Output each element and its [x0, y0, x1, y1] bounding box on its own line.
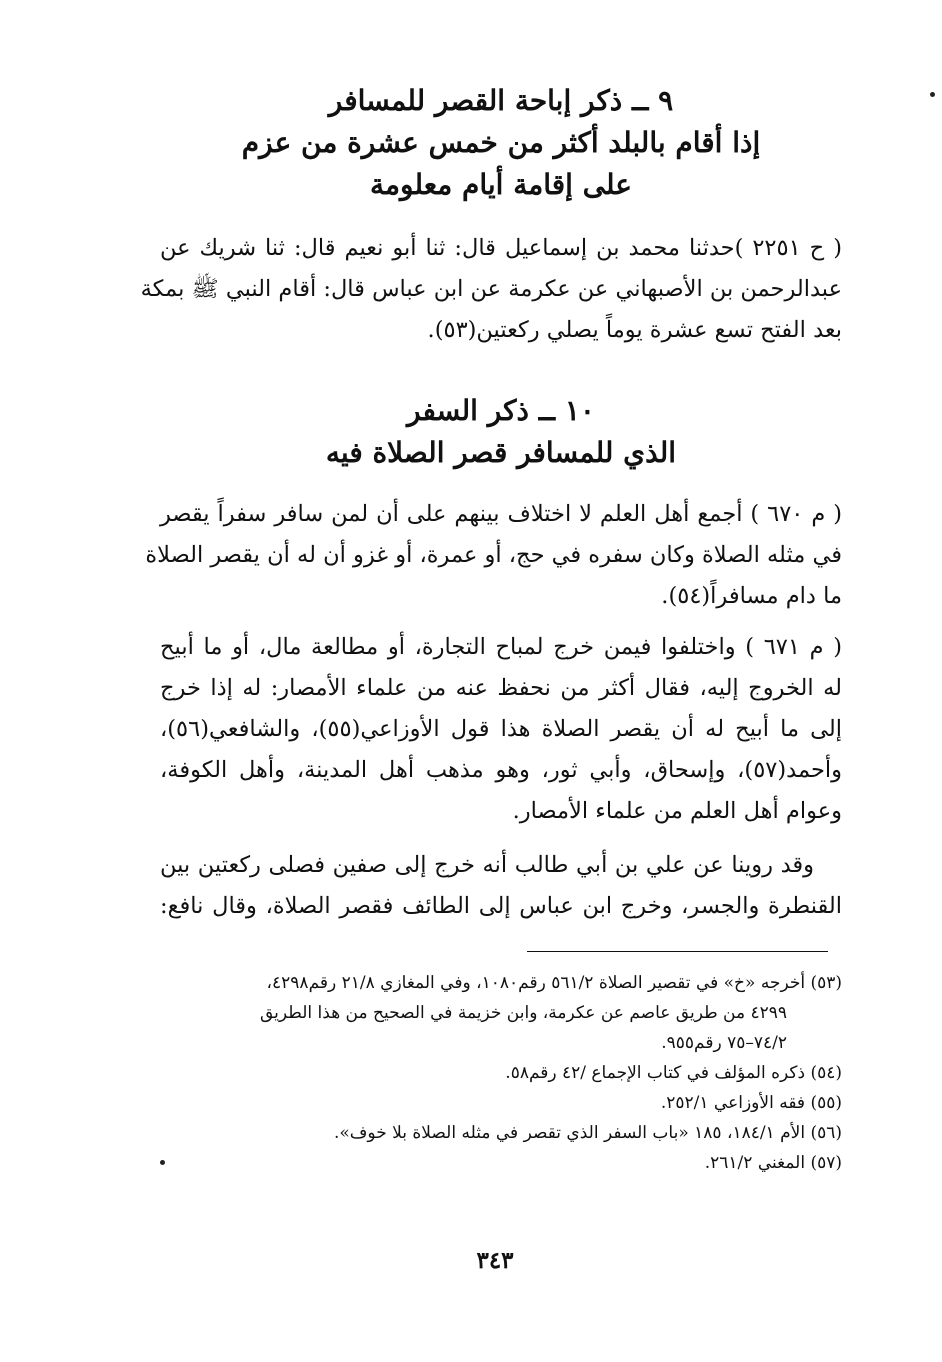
paragraph-line: ( م ٦٧١ ) واختلفوا فيمن خرج لمباح التجارة، أو مطالعة مال، أو ما أبيح [160, 634, 842, 660]
section-9-subtitle-1: إذا أقام بالبلد أكثر من خمس عشرة من عزم [241, 126, 761, 159]
paragraph-line: ( م ٦٧٠ ) أجمع أهل العلم لا اختلاف بينهم على أن لمن سافر سفراً يقصر [160, 501, 842, 527]
paragraph-line: وقد روينا عن علي بن أبي طالب أنه خرج إلى صفين فصلى ركعتين بين [160, 852, 814, 878]
margin-mark [930, 92, 935, 97]
paragraph-line: عبدالرحمن بن الأصبهاني عن عكرمة عن ابن عباس قال: أقام النبي ﷺ بمكة [140, 276, 842, 302]
paragraph-line: إلى ما أبيح له أن يقصر الصلاة هذا قول الأوزاعي(٥٥)، والشافعي(٥٦)، [160, 716, 842, 742]
footnote-53-line: ٧٤/٢–٧٥ رقم٩٥٥. [661, 1033, 787, 1053]
paragraph-line: ما دام مسافراً(٥٤). [661, 583, 842, 609]
section-10-title: ١٠ ــ ذكر السفر [407, 394, 595, 427]
page-number: ٣٤٣ [476, 1247, 514, 1274]
footnote-57: (٥٧) المغني ٢٦١/٢. [704, 1153, 842, 1173]
narration-paragraph [160, 845, 842, 927]
paragraph-line: وأحمد(٥٧)، وإسحاق، وأبي ثور، وهو مذهب أهل المدينة، وأهل الكوفة، [160, 757, 842, 783]
section-10-subtitle: الذي للمسافر قصر الصلاة فيه [325, 436, 677, 469]
section-9-title: ٩ ــ ذكر إباحة القصر للمسافر [328, 84, 674, 117]
footnotes [160, 968, 842, 1178]
paragraph-line: القنطرة والجسر، وخرج ابن عباس إلى الطائف فقصر الصلاة، وقال نافع: [160, 893, 842, 919]
footnote-53-line: ٤٢٩٩ من طريق عاصم عن عكرمة، وابن خزيمة في الصحيح من هذا الطريق [260, 1003, 787, 1023]
section-9-heading [160, 80, 842, 206]
footnote-56: (٥٦) الأم ١٨٤/١، ١٨٥ «باب السفر الذي تقصر في مثله الصلاة بلا خوف». [333, 1123, 842, 1143]
paragraph-line: بعد الفتح تسع عشرة يوماً يصلي ركعتين(٥٣). [427, 317, 842, 343]
paragraph-line: وعوام أهل العلم من علماء الأمصار. [512, 798, 842, 824]
paragraph-line: ( ح ٢٢٥١ )حدثنا محمد بن إسماعيل قال: ثنا أبو نعيم قال: ثنا شريك عن [160, 235, 842, 261]
section-9-subtitle-2: على إقامة أيام معلومة [370, 168, 632, 201]
footnote-53-line: (٥٣) أخرجه «خ» في تقصير الصلاة ٥٦١/٢ رقم١٠٨٠، وفي المغازي ٢١/٨ رقم٤٢٩٨، [266, 973, 842, 993]
hadith-2251-paragraph [140, 228, 842, 351]
m-670-paragraph [145, 494, 842, 617]
footnote-54: (٥٤) ذكره المؤلف في كتاب الإجماع /٤٢ رقم٥٨. [505, 1063, 842, 1083]
footnote-53 [160, 968, 842, 1058]
section-10-heading [160, 390, 842, 474]
paragraph-line: في مثله الصلاة وكان سفره في حج، أو عمرة، أو غزو أن له أن يقصر الصلاة [145, 542, 842, 568]
footnote-55: (٥٥) فقه الأوزاعي ٢٥٢/١. [660, 1093, 842, 1113]
paragraph-line: له الخروج إليه، فقال أكثر من نحفظ عنه من علماء الأمصار: له إذا خرج [160, 675, 842, 701]
footnote-divider [527, 951, 828, 952]
m-671-paragraph [160, 627, 842, 832]
